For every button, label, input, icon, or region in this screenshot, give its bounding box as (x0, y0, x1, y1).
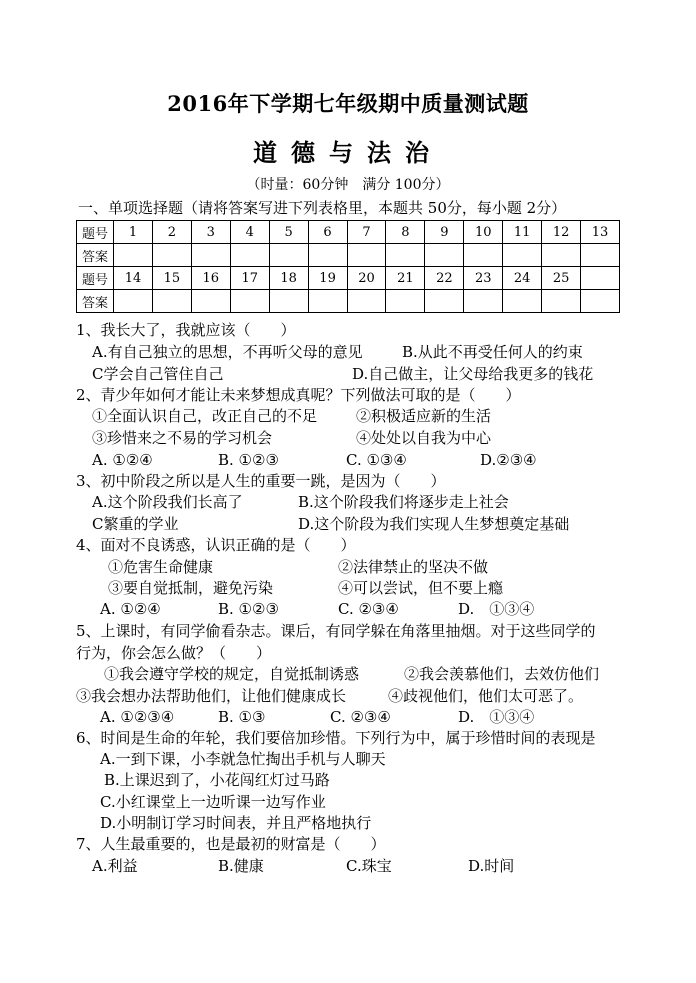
option-b[interactable]: B. ①③ (218, 708, 266, 726)
option-b[interactable]: B. ①②③ (218, 600, 279, 618)
question-stem: 4、面对不良诱惑，认识正确的是（ ） (76, 536, 356, 554)
answer-cell[interactable] (191, 244, 230, 267)
table-cell: 20 (347, 267, 386, 290)
statement-2: ②积极适应新的生活 (356, 407, 492, 425)
statement-4: ④处处以自我为中心 (356, 429, 492, 447)
option-a[interactable]: A.一到下课，小李就急忙掏出手机与人聊天 (100, 750, 386, 768)
question-stem: 5、上课时，有同学偷看杂志。课后，有同学躲在角落里抽烟。对于这些同学的 (76, 622, 596, 640)
option-d[interactable]: D.时间 (468, 857, 515, 875)
table-cell: 9 (425, 221, 464, 244)
question-stem: 1、我长大了，我就应该（ ） (76, 321, 296, 339)
option-c[interactable]: C. ②③④ (330, 708, 391, 726)
question-stem: 6、时间是生命的年轮，我们要倍加珍惜。下列行为中，属于珍惜时间的表现是 (76, 729, 596, 747)
option-a[interactable]: A. ①②④ (100, 600, 161, 618)
table-cell: 22 (425, 267, 464, 290)
answer-cell[interactable] (503, 290, 542, 313)
statement-3: ③要自觉抵制，避免污染 (108, 579, 274, 597)
table-cell (581, 267, 620, 290)
answer-cell[interactable] (347, 244, 386, 267)
statement-3: ③珍惜来之不易的学习机会 (92, 429, 273, 447)
answer-cell[interactable] (230, 290, 269, 313)
answer-cell[interactable] (114, 290, 153, 313)
table-cell: 3 (191, 221, 230, 244)
subject-title: 道德与法治 (253, 138, 443, 167)
statement-4: ④歧视他们，他们太可恶了。 (388, 687, 584, 705)
table-cell: 19 (308, 267, 347, 290)
option-b[interactable]: B.上课迟到了，小花闯红灯过马路 (104, 771, 330, 789)
time-info: （时量：60分钟 满分 100分） (246, 177, 450, 193)
exam-title: 2016年下学期七年级期中质量测试题 (167, 91, 529, 116)
option-b[interactable]: B.这个阶段我们将逐步走上社会 (298, 493, 509, 511)
table-cell: 10 (464, 221, 503, 244)
answer-cell[interactable] (152, 244, 191, 267)
answer-cell[interactable] (269, 290, 308, 313)
table-cell: 25 (542, 267, 581, 290)
statement-4: ④可以尝试，但不要上瘾 (338, 579, 504, 597)
table-cell: 7 (347, 221, 386, 244)
statement-1: ①危害生命健康 (108, 558, 214, 576)
option-c[interactable]: C. ②③④ (338, 600, 399, 618)
option-b[interactable]: B. ①②③ (218, 451, 279, 469)
table-cell: 4 (230, 221, 269, 244)
table-cell: 12 (542, 221, 581, 244)
answer-cell[interactable] (308, 244, 347, 267)
question-stem: 2、青少年如何才能让未来梦想成真呢？下列做法可取的是（ ） (76, 386, 521, 404)
option-c[interactable]: C.珠宝 (346, 857, 392, 875)
table-row (77, 244, 620, 267)
answer-cell[interactable] (191, 290, 230, 313)
statement-3: ③我会想办法帮助他们，让他们健康成长 (76, 687, 347, 705)
table-row (77, 290, 620, 313)
table-cell: 13 (581, 221, 620, 244)
answer-cell[interactable] (386, 244, 425, 267)
table-cell: 2 (152, 221, 191, 244)
table-cell: 1 (114, 221, 153, 244)
answer-table (76, 220, 620, 313)
answer-cell[interactable] (308, 290, 347, 313)
option-c[interactable]: C学会自己管住自己 (92, 365, 224, 383)
table-row (77, 267, 620, 290)
option-a[interactable]: A.利益 (92, 857, 138, 875)
answer-cell[interactable] (347, 290, 386, 313)
table-cell: 23 (464, 267, 503, 290)
table-cell: 5 (269, 221, 308, 244)
option-a[interactable]: A.有自己独立的思想，不再听父母的意见 (92, 343, 363, 361)
option-c[interactable]: C. ①③④ (346, 451, 407, 469)
answer-label: 答案 (77, 244, 114, 267)
answer-cell[interactable] (503, 244, 542, 267)
question-stem: 7、人生最重要的，也是最初的财富是（ ） (76, 835, 386, 853)
option-d[interactable]: D.小明制订学习时间表，并且严格地执行 (100, 814, 372, 832)
question-stem: 3、初中阶段之所以是人生的重要一跳，是因为（ ） (76, 472, 446, 490)
answer-cell[interactable] (425, 290, 464, 313)
answer-cell[interactable] (542, 290, 581, 313)
answer-cell[interactable] (464, 290, 503, 313)
answer-cell[interactable] (581, 290, 620, 313)
answer-cell[interactable] (464, 244, 503, 267)
option-b[interactable]: B.健康 (218, 857, 264, 875)
table-cell: 11 (503, 221, 542, 244)
answer-cell[interactable] (425, 244, 464, 267)
answer-label: 答案 (77, 290, 114, 313)
table-cell: 14 (114, 267, 153, 290)
option-d[interactable]: D.自己做主，让父母给我更多的钱花 (352, 365, 594, 383)
answer-cell[interactable] (269, 244, 308, 267)
option-d[interactable]: D.这个阶段为我们实现人生梦想奠定基础 (298, 515, 570, 533)
statement-1: ①全面认识自己，改正自己的不足 (92, 407, 318, 425)
section-heading: 一、单项选择题（请将答案写进下列表格里，本题共 50分，每小题 2分） (78, 199, 567, 217)
option-d[interactable]: D. ①③④ (458, 600, 535, 618)
option-a[interactable]: A.这个阶段我们长高了 (92, 493, 243, 511)
question-number-label: 题号 (77, 267, 114, 290)
statement-2: ②我会羡慕他们，去效仿他们 (404, 665, 600, 683)
question-number-label: 题号 (77, 221, 114, 244)
table-cell: 15 (152, 267, 191, 290)
option-c[interactable]: C繁重的学业 (92, 515, 179, 533)
answer-cell[interactable] (542, 244, 581, 267)
option-d[interactable]: D.②③④ (480, 451, 537, 469)
table-row (77, 221, 620, 244)
table-cell: 24 (503, 267, 542, 290)
answer-cell[interactable] (152, 290, 191, 313)
option-b[interactable]: B.从此不再受任何人的约束 (402, 343, 583, 361)
answer-cell[interactable] (230, 244, 269, 267)
table-cell: 17 (230, 267, 269, 290)
option-d[interactable]: D. ①③④ (458, 708, 535, 726)
option-a[interactable]: A. ①②③④ (100, 708, 175, 726)
table-cell: 16 (191, 267, 230, 290)
table-cell: 6 (308, 221, 347, 244)
answer-cell[interactable] (581, 244, 620, 267)
question-stem-continued: 行为，你会怎么做？（ ） (76, 644, 272, 662)
option-c[interactable]: C.小红课堂上一边听课一边写作业 (100, 793, 326, 811)
table-cell: 8 (386, 221, 425, 244)
table-cell: 18 (269, 267, 308, 290)
statement-2: ②法律禁止的坚决不做 (338, 558, 489, 576)
answer-cell[interactable] (114, 244, 153, 267)
answer-cell[interactable] (386, 290, 425, 313)
table-cell: 21 (386, 267, 425, 290)
option-a[interactable]: A. ①②④ (92, 451, 153, 469)
statement-1: ①我会遵守学校的规定，自觉抵制诱惑 (104, 665, 360, 683)
